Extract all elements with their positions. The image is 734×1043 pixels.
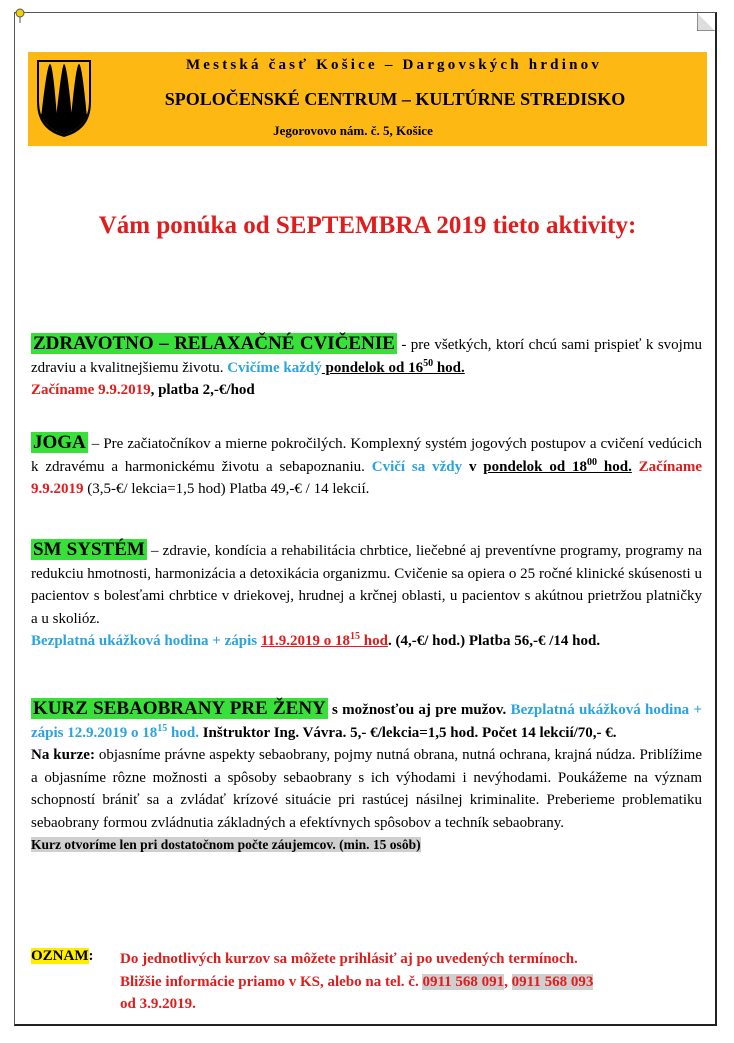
section-heading: KURZ SEBAOBRANY PRE ŽENY [33, 698, 326, 719]
section-kurz-sebaobrany: KURZ SEBAOBRANY PRE ŽENY s možnosťou aj pre mužov. Bezplatná ukážková hodina + zápis 12.9.2019 o $18^{15}$ hod. Inštruktor Ing. Vávra. 5,- €/lekcia=1,5 hod. Počet 14 lekcií/70,- €. Na kurze: objasníme právne aspekty sebaobrany, pojmy nutná obrana, nutná ochrana, krajná núdza. Priblížime a objasníme rôzne možnosti a spôsoby sebaobrany s ich výhodami i nevýhodami. Poukážeme na význam schopností brániť sa a zvládať krízové situácie pri rastúcej násilnej kriminalite. Preberieme problematiku sebaobrany formou zvládnutia základných a efektívnych spôsobov a techník sebaobrany. Kurz otvoríme len pri dostatočnom počte záujemcov. (min. 15 osôb) [31, 698, 703, 852]
header-banner [28, 52, 707, 146]
section-zdravotno: ZDRAVOTNO – RELAXAČNÉ CVIČENIE - pre všetkých, ktorí chcú sami prispieť k svojmu zdraviu a kvalitnejšiemu životu. Cvičíme každý pondelok od $16^{50}$ hod. Začíname 9.9.2019, platba 2,-€/hod [31, 333, 702, 398]
section-sm-system: SM SYSTÉM – zdravie, kondícia a rehabilitácia chrbtice, liečebné aj preventívne programy, programy na redukciu hmotnosti, harmonizácia a detoxikácia organizmu. Cvičenie sa opiera o 25 ročné klinické skúsenosti u pacientov s bolesťami chrbtice v driekovej, hrudnej a krčnej oblasti, u pacientov s akútnou prietržou platničky a u skolióz. Bezplatná ukážková hodina + zápis 11.9.2019 o $18^{15}$ hod. (4,-€/ hod.) Platba 56,-€ /14 hod. [31, 539, 703, 649]
kurz-note: Kurz otvoríme len pri dostatočnom počte záujemcov. (min. 15 osôb) [31, 837, 421, 852]
section-heading: ZDRAVOTNO – RELAXAČNÉ CVIČENIE [33, 333, 395, 354]
coat-of-arms-logo [35, 58, 93, 138]
page-title: Vám ponúka od SEPTEMBRA 2019 tieto aktivity: [98, 212, 637, 239]
section-joga: JOGA – Pre začiatočníkov a mierne pokročilých. Komplexný systém jogových postupov a cvičení vedúcich k zdravému a harmonickému životu a sebapoznaniu. Cvičí sa vždy v pondelok od $18^{00}$ hod. Začíname 9.9.2019 (3,5-€/ lekcia=1,5 hod) Platba 49,-€ / 14 lekcií. [31, 432, 703, 497]
section-heading: SM SYSTÉM [33, 539, 145, 560]
document-page [14, 12, 717, 1026]
phone-number: 0911 568 093 [511, 973, 594, 990]
oznam-label-wrap: OZNAM: [31, 948, 94, 964]
municipality-name: Mestská časť Košice – Dargovských hrdinov [185, 57, 603, 73]
phone-number: 0911 568 091 [422, 973, 505, 990]
center-name: SPOLOČENSKÉ CENTRUM – KULTÚRNE STREDISKO [164, 89, 626, 109]
section-heading: JOGA [33, 432, 86, 453]
page-corner-fold [697, 13, 715, 31]
address: Jegorovovo nám. č. 5, Košice [273, 123, 433, 138]
oznam-label: OZNAM [31, 948, 89, 964]
pushpin-icon [14, 8, 26, 29]
oznam-text: Do jednotlivých kurzov sa môžete prihlásiť aj po uvedených termínoch. Bližšie informácie priamo v KS, alebo na tel. č. 0911 568 091, 0911 568 093 od 3.9.2019. [120, 951, 594, 1012]
